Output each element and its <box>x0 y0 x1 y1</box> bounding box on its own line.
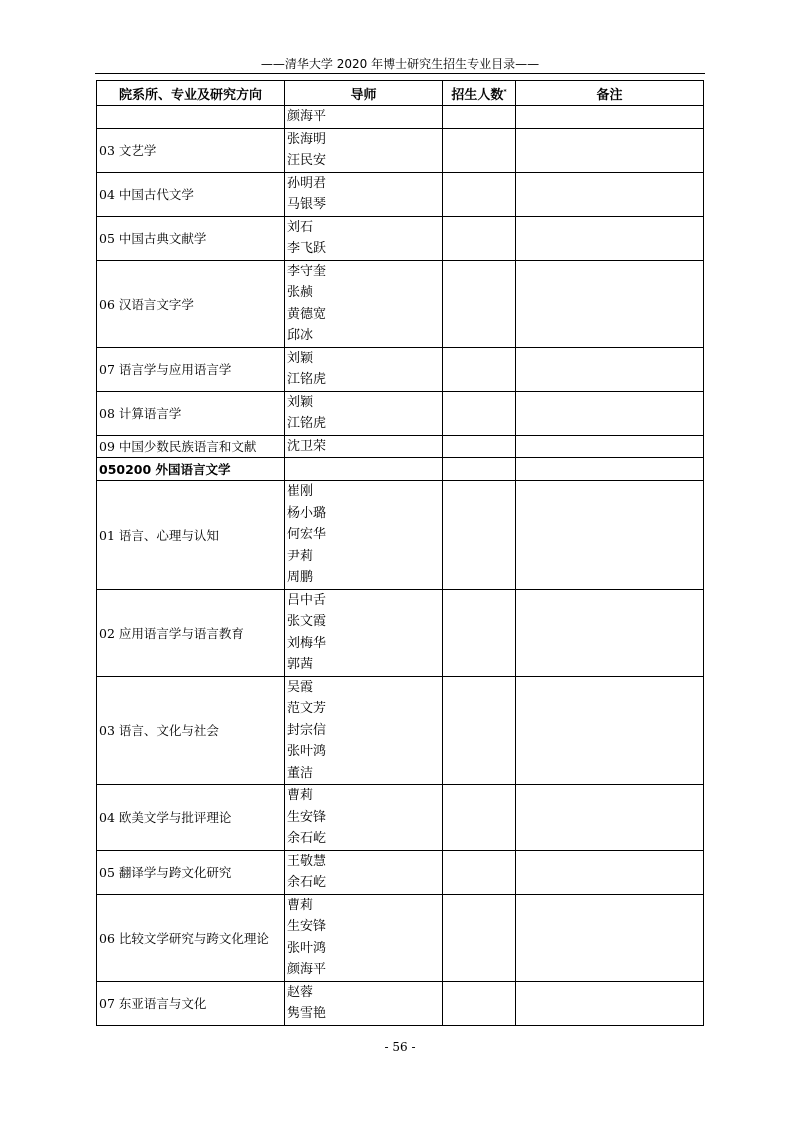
advisor-cell <box>285 458 443 481</box>
header-advisor: 导师 <box>285 81 443 106</box>
table-row <box>97 676 704 785</box>
quota-footnote-mark: * <box>503 88 507 96</box>
notes-cell <box>516 216 704 260</box>
quota-cell <box>443 458 516 481</box>
advisor-name: 刘颖 <box>287 394 314 410</box>
quota-cell <box>443 435 516 458</box>
advisor-name: 黄德宽 <box>287 306 327 322</box>
advisor-name: 曹莉 <box>287 897 314 913</box>
notes-cell <box>516 785 704 851</box>
major-row <box>97 458 704 481</box>
table-header-row <box>97 81 704 106</box>
quota-cell <box>443 216 516 260</box>
research-direction-cell: 06 汉语言文字学 <box>97 260 285 347</box>
notes-cell <box>516 391 704 435</box>
research-direction-cell: 01 语言、心理与认知 <box>97 481 285 590</box>
advisor-name: 余石屹 <box>287 831 327 846</box>
research-direction-cell: 08 计算语言学 <box>97 391 285 435</box>
advisor-name: 沈卫荣 <box>287 438 327 454</box>
advisor-name: 颜海平 <box>287 962 327 977</box>
advisor-name: 封宗信 <box>287 722 327 738</box>
research-direction-cell: 04 欧美文学与批评理论 <box>97 785 285 851</box>
notes-cell <box>516 260 704 347</box>
advisor-name: 张叶鸿 <box>287 744 327 759</box>
advisor-name: 邱冰 <box>287 328 314 343</box>
advisor-name: 李飞跃 <box>287 241 327 256</box>
research-direction-cell: 03 语言、文化与社会 <box>97 676 285 785</box>
advisor-name: 李守奎 <box>287 263 327 279</box>
advisor-cell <box>285 435 443 458</box>
advisor-name: 江铭虎 <box>287 416 327 431</box>
advisor-name: 刘颖 <box>287 350 314 366</box>
advisor-cell <box>285 106 443 129</box>
research-direction-cell: 09 中国少数民族语言和文献 <box>97 435 285 458</box>
advisor-name: 颜海平 <box>287 109 327 124</box>
advisor-name: 吕中舌 <box>287 592 327 608</box>
research-direction-cell: 07 语言学与应用语言学 <box>97 347 285 391</box>
notes-cell <box>516 106 704 129</box>
advisor-cell <box>285 785 443 851</box>
advisor-name: 郭茜 <box>287 657 314 672</box>
advisor-name: 张叶鸿 <box>287 940 327 956</box>
notes-cell <box>516 347 704 391</box>
table-row <box>97 981 704 1025</box>
advisor-cell <box>285 260 443 347</box>
table-row <box>97 347 704 391</box>
table-row <box>97 435 704 458</box>
quota-cell <box>443 894 516 981</box>
notes-cell <box>516 172 704 216</box>
advisor-cell <box>285 347 443 391</box>
table-row <box>97 850 704 894</box>
quota-cell <box>443 850 516 894</box>
advisor-name: 生安锋 <box>287 919 327 934</box>
page-number: - 56 - <box>384 1040 416 1054</box>
advisor-cell <box>285 676 443 785</box>
page-header: ——清华大学 2020 年博士研究生招生专业目录—— <box>260 57 540 71</box>
notes-cell <box>516 676 704 785</box>
advisor-cell <box>285 894 443 981</box>
notes-cell <box>516 435 704 458</box>
research-direction-cell: 06 比较文学研究与跨文化理论 <box>97 894 285 981</box>
advisor-name: 余石屹 <box>287 875 327 890</box>
advisor-name: 隽雪艳 <box>287 1006 327 1021</box>
advisor-name: 曹莉 <box>287 788 314 803</box>
quota-cell <box>443 481 516 590</box>
table-row <box>97 260 704 347</box>
research-direction-cell <box>97 106 285 129</box>
notes-cell <box>516 894 704 981</box>
advisor-cell <box>285 850 443 894</box>
advisor-name: 刘石 <box>287 219 314 235</box>
advisor-name: 周鹏 <box>287 570 314 585</box>
table-row <box>97 106 704 129</box>
quota-cell <box>443 347 516 391</box>
quota-cell <box>443 676 516 785</box>
advisor-name: 何宏华 <box>287 527 327 542</box>
advisor-name: 王敬慧 <box>287 853 327 869</box>
advisor-name: 张文霞 <box>287 614 327 629</box>
table-row <box>97 172 704 216</box>
notes-cell <box>516 589 704 676</box>
quota-cell <box>443 106 516 129</box>
advisor-name: 赵蓉 <box>287 984 314 1000</box>
advisor-name: 汪民安 <box>287 153 327 168</box>
header-notes: 备注 <box>516 81 704 106</box>
advisor-name: 生安锋 <box>287 809 327 825</box>
advisor-cell <box>285 128 443 172</box>
advisor-name: 范文芳 <box>287 701 327 716</box>
advisor-name: 江铭虎 <box>287 372 327 387</box>
advisor-name: 董洁 <box>287 765 314 781</box>
table-row <box>97 481 704 590</box>
quota-cell <box>443 260 516 347</box>
advisor-name: 刘梅华 <box>287 635 327 651</box>
quota-cell <box>443 981 516 1025</box>
advisor-cell <box>285 216 443 260</box>
quota-cell <box>443 785 516 851</box>
advisor-cell <box>285 981 443 1025</box>
advisor-cell <box>285 589 443 676</box>
header-direction: 院系所、专业及研究方向 <box>97 81 285 106</box>
research-direction-cell: 05 中国古典文献学 <box>97 216 285 260</box>
catalog-table <box>96 80 704 1026</box>
table-row <box>97 785 704 851</box>
table-row <box>97 216 704 260</box>
advisor-name: 崔刚 <box>287 484 314 499</box>
notes-cell <box>516 481 704 590</box>
quota-cell <box>443 128 516 172</box>
header-rule <box>95 73 705 74</box>
notes-cell <box>516 458 704 481</box>
advisor-name: 杨小璐 <box>287 505 327 521</box>
notes-cell <box>516 850 704 894</box>
research-direction-cell: 03 文艺学 <box>97 128 285 172</box>
advisor-cell <box>285 481 443 590</box>
research-direction-cell: 05 翻译学与跨文化研究 <box>97 850 285 894</box>
notes-cell <box>516 128 704 172</box>
quota-cell <box>443 172 516 216</box>
advisor-name: 吴霞 <box>287 679 314 695</box>
header-quota: 招生人数* <box>443 81 516 106</box>
research-direction-cell: 02 应用语言学与语言教育 <box>97 589 285 676</box>
advisor-cell <box>285 172 443 216</box>
notes-cell <box>516 981 704 1025</box>
table-row <box>97 589 704 676</box>
table-row <box>97 391 704 435</box>
advisor-name: 张海明 <box>287 131 327 147</box>
major-name-cell: 050200 外国语言文学 <box>97 458 285 481</box>
table-row <box>97 128 704 172</box>
advisor-name: 马银琴 <box>287 197 327 212</box>
quota-cell <box>443 589 516 676</box>
research-direction-cell: 07 东亚语言与文化 <box>97 981 285 1025</box>
quota-cell <box>443 391 516 435</box>
table-row <box>97 894 704 981</box>
advisor-name: 张赪 <box>287 285 314 300</box>
advisor-name: 尹莉 <box>287 548 314 564</box>
research-direction-cell: 04 中国古代文学 <box>97 172 285 216</box>
advisor-cell <box>285 391 443 435</box>
advisor-name: 孙明君 <box>287 175 327 191</box>
